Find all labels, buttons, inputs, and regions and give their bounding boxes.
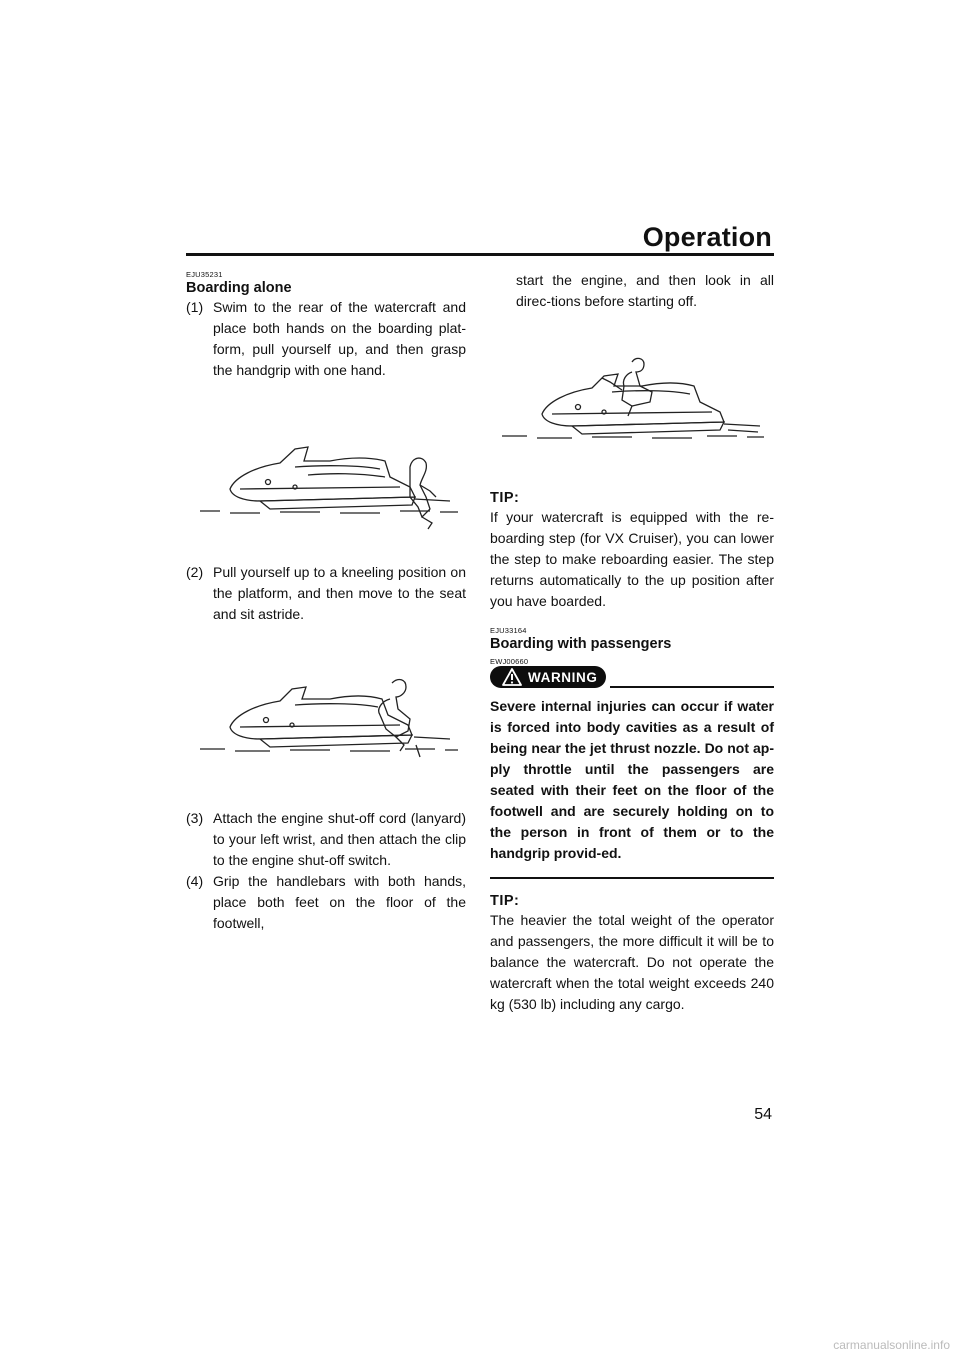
warning-end-rule [490,877,774,879]
left-column [186,270,466,934]
section-heading-boarding-with-passengers: Boarding with passengers [490,636,672,652]
watercraft-kneeling-image [200,675,460,770]
illustration-kneeling-on-platform [200,675,466,770]
warning-label: WARNING [528,669,598,685]
watercraft-seated-rider-image [502,356,764,456]
right-column [490,270,774,1015]
step-number: (2) [186,564,204,580]
step-text: Attach the engine shut-off cord (lanyard) to your left wrist, and then attach the clip to the engine shut-off switch. [213,810,466,868]
tip-label: TIP: [490,490,520,506]
section-code: EJU33164 [490,626,527,635]
page-title: Operation [642,222,772,252]
step-4-continued [489,270,774,312]
step-number: (3) [186,810,204,826]
step-3 [186,808,466,871]
warning-rule [610,686,774,688]
tip-text-reboarding-step: If your watercraft is equipped with the re-boarding step (for VX Cruiser), you can lower the step to make reboarding easier. The step returns automatically to the up position after you have boarded. [490,509,774,609]
step-number: (4) [186,873,204,889]
step-text: Grip the handlebars with both hands, place both feet on the floor of the footwell, [213,873,466,931]
section-heading-boarding-alone: Boarding alone [186,280,292,296]
illustration-swimmer-boarding [200,427,466,532]
warning-badge [490,666,606,688]
warning-code: EWJ00660 [490,657,529,666]
watercraft-boarding-from-water-image [200,427,460,532]
illustration-seated-rider [502,356,774,456]
warning-triangle-icon [502,668,522,686]
section-code: EJU35231 [186,270,223,279]
step-text: Pull yourself up to a kneeling position on the platform, and then move to the seat and sit astride. [213,564,466,622]
tip-label: TIP: [490,893,520,909]
step-4 [186,871,466,934]
step-2 [186,562,466,625]
warning-text: Severe internal injuries can occur if water is forced into body cavities as a result of being near the jet thrust nozzle. Do not ap-ply throttle until the passengers are seated with their feet on the floor of the footwell and are securely holding on to the person in front of them or to the handgrip provid-ed. [490,698,774,861]
watermark: carmanualsonline.info [833,1338,950,1352]
page-number: 54 [754,1106,772,1123]
step-text: start the engine, and then look in all direc-tions before starting off. [516,272,774,309]
step-1 [186,297,466,381]
tip-text-weight: The heavier the total weight of the operator and passengers, the more difficult it will be to balance the watercraft. Do not operate the watercraft when the total weight exceeds 240 kg (530 lb) including any cargo. [490,912,774,1012]
warning-bar [490,666,774,688]
step-text: Swim to the rear of the watercraft and place both hands on the boarding plat-form, pull yourself up, and then grasp the handgrip with one hand. [213,299,466,378]
step-number: (1) [186,299,204,315]
header-rule [186,253,774,256]
